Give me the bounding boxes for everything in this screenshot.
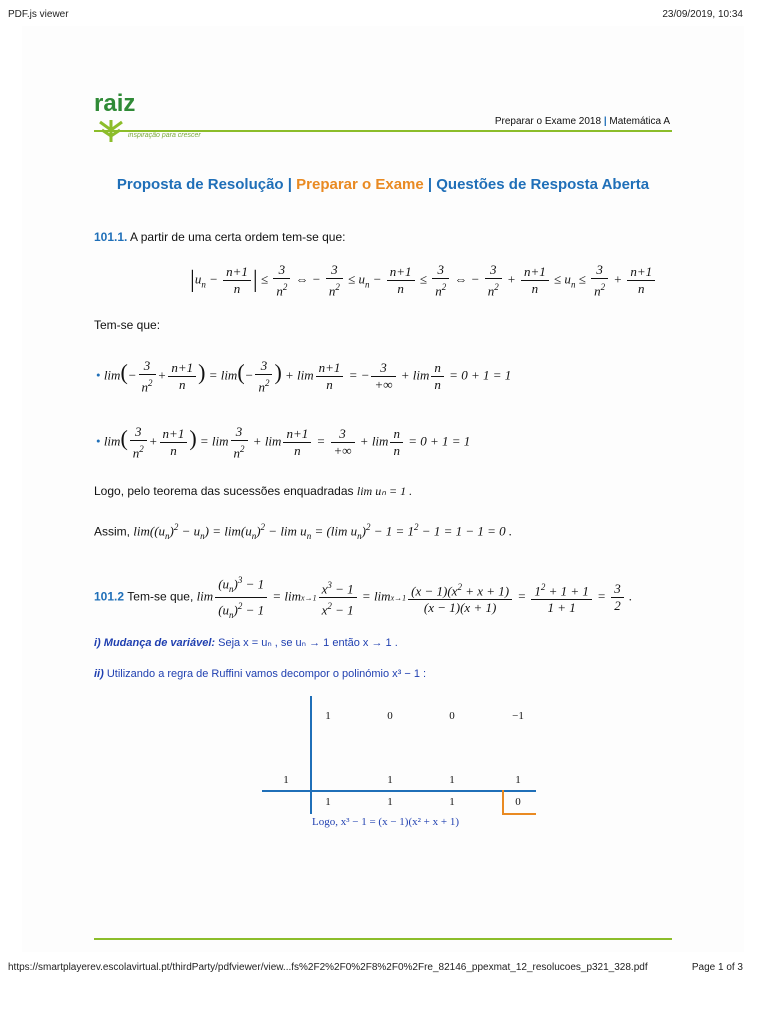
mult-2: 1 xyxy=(449,774,455,786)
ruffini-table xyxy=(262,696,552,826)
assim-label: Assim, xyxy=(94,524,130,539)
note-i-text: Seja x = uₙ , se uₙ → 1 então x → 1 . xyxy=(218,637,398,649)
inequality-chain: $|u_n$ − $\frac{n+1}{n}$ | ≤ $\frac{3}{n^2}$ ⇔ − $\frac{3}{n^2}$ ≤ $u_n$ − $\frac{n+1}{n}$ ≤ $\frac{3}{n^2}$ ⇔ − $\frac{3}{n^2}$ + $\frac{n+1}{n}$ ≤ $u_n$ ≤ $\frac{3}{n^2}$ + $\frac{n+1}{n}$ xyxy=(190,262,657,299)
header-rule xyxy=(94,130,672,132)
limit-upper: • lim( $\frac{3}{n^2}$ + $\frac{n+1}{n}$ ) = lim $\frac{3}{n^2}$ + lim $\frac{n+1}{n}$ = $\frac{3}{+\infty}$ + lim $\frac{n}{n}$ = 0 + 1 = 1 xyxy=(96,424,471,461)
note-ii-label: ii) xyxy=(94,668,104,680)
result-1: 1 xyxy=(325,796,331,808)
logo-tagline: inspiração para crescer xyxy=(128,132,201,139)
logo-word: raiz xyxy=(94,90,136,117)
page-title xyxy=(22,176,744,193)
q1011-text: A partir de uma certa ordem tem-se que: xyxy=(130,230,346,244)
coef-3: 0 xyxy=(449,710,455,722)
coef-4: −1 xyxy=(512,710,524,722)
title-part-1: Proposta de Resolução | xyxy=(116,176,292,193)
note-ii-text: Utilizando a regra de Ruffini vamos decompor o polinómio x³ − 1 : xyxy=(106,668,427,680)
coef-2: 0 xyxy=(387,710,393,722)
limit-lower: • lim(− $\frac{3}{n^2}$ + $\frac{n+1}{n}$ ) = lim(− $\frac{3}{n^2}$ ) + lim $\frac{n+1}{n}$ = − $\frac{3}{+\infty}$ + lim $\frac{n}{n}$ = 0 + 1 = 1 xyxy=(96,358,512,395)
q1011-intro xyxy=(94,230,345,244)
ruffini-horizontal-line xyxy=(262,790,536,792)
squeeze-text: Logo, pelo teorema das sucessões enquadradas xyxy=(94,484,354,498)
viewer-title: PDF.js viewer xyxy=(8,9,69,20)
tem-se-que: Tem-se que: xyxy=(94,318,161,332)
page-indicator: Page 1 of 3 xyxy=(691,962,743,973)
print-datetime: 23/09/2019, 10:34 xyxy=(662,9,743,20)
q1012-equation: 101.2 Tem-se que, lim $\frac{(u_n)^3 - 1}{(u_n)^2 - 1}$ = limx→1 $\frac{x^3 - 1}{x^2 - 1}$ = limx→1 $\frac{(x - 1)(x^2 + x + 1)}{(x - 1)(x + 1)}$ = $\frac{1^2 + 1 + 1}{1 + 1}$ = $\frac{3}{2}$ . xyxy=(94,572,632,623)
header-subject: Matemática A xyxy=(609,116,670,127)
remainder-box-horizontal xyxy=(502,813,536,815)
header-caption xyxy=(495,116,670,127)
note-i-label: i) Mudança de variável: xyxy=(94,637,216,649)
coef-1: 1 xyxy=(325,710,331,722)
divisor: 1 xyxy=(283,774,289,786)
ruffini-vertical-line xyxy=(310,696,312,814)
raiz-logo xyxy=(94,90,214,154)
title-part-2: Preparar o Exame xyxy=(296,176,424,193)
mult-1: 1 xyxy=(387,774,393,786)
note-ruffini xyxy=(94,668,426,680)
factorization-conclusion: Logo, x³ − 1 = (x − 1)(x² + x + 1) xyxy=(312,816,459,828)
mult-3: 1 xyxy=(515,774,521,786)
assim-equation: Assim, $\lim((u_n)^2 - u_n) = \lim(u_n)^2 - \lim u_n = (\lim$ $u_n)^2 - 1 = 1^2 - 1 = 1 - 1 = 0$ . xyxy=(94,522,513,541)
remainder: 0 xyxy=(515,796,521,808)
header-course: Preparar o Exame 2018 xyxy=(494,116,602,127)
pdf-page xyxy=(22,26,744,952)
title-part-3: | Questões de Resposta Aberta xyxy=(427,176,650,193)
squeeze-conclusion xyxy=(94,484,412,499)
note-change-variable xyxy=(94,636,398,649)
q1012-label: 101.2 xyxy=(94,589,125,604)
result-2: 1 xyxy=(387,796,393,808)
header-separator: | xyxy=(603,116,607,127)
browser-header xyxy=(0,0,768,28)
footer-rule xyxy=(94,938,672,940)
q1012-intro: Tem-se que, xyxy=(127,589,194,604)
squeeze-math: lim uₙ = 1 . xyxy=(356,484,413,498)
result-3: 1 xyxy=(449,796,455,808)
page-url: https://smartplayerev.escolavirtual.pt/thirdParty/pdfviewer/view...fs%2F2%2F0%2F8%2F0%2Fre_82146_ppexmat_12_resolucoes_p321_328.pdf xyxy=(8,962,648,973)
q1011-label: 101.1. xyxy=(94,230,128,244)
browser-footer xyxy=(0,960,768,980)
remainder-box-vertical xyxy=(502,790,504,814)
